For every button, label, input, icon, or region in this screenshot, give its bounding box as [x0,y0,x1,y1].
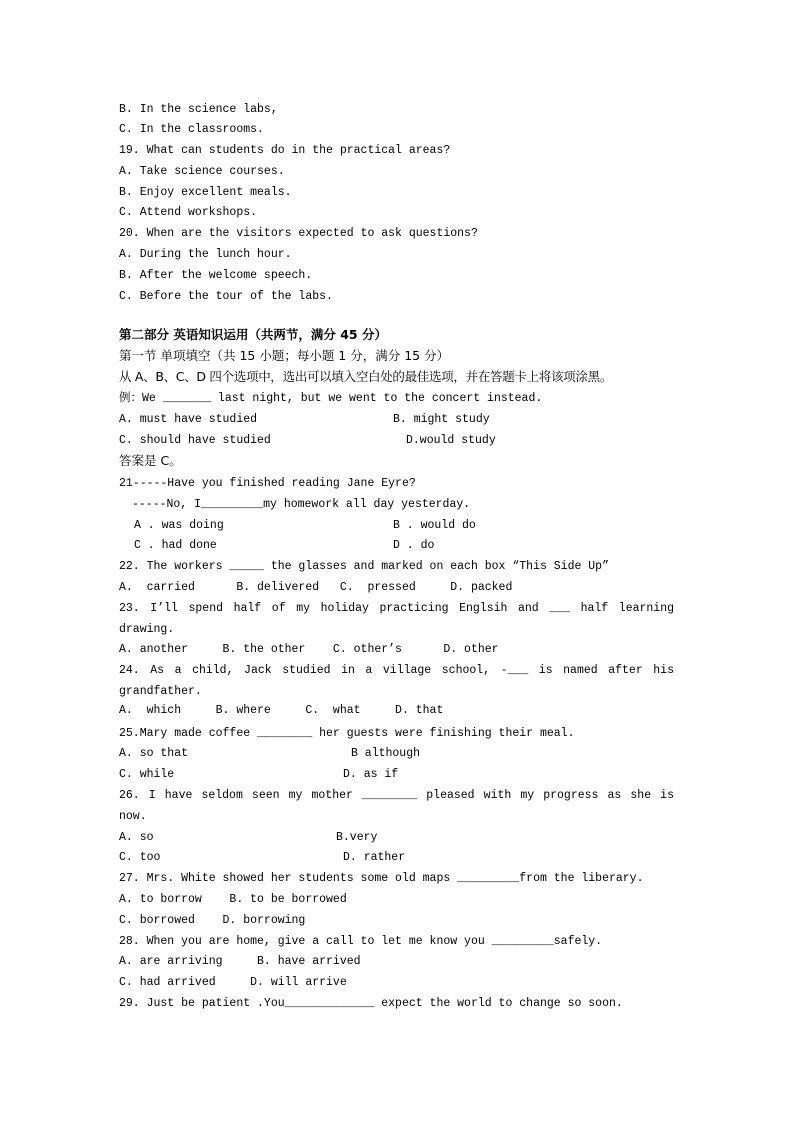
example-option-b: B. might study [393,413,490,426]
example-question: 例：We _______ last night, but we went to the concert instead. [119,392,543,405]
q27-options-cd: C. borrowed D. borrowing [119,914,306,927]
question-25: 25.Mary made coffee ________ her guests were finishing their meal. [119,727,575,740]
q26-option-c: C. too [119,851,161,864]
example-option-c: C. should have studied [119,434,271,447]
q27-options-ab: A. to borrow B. to be borrowed [119,893,347,906]
q25-option-c: C. while [119,768,175,781]
instructions: 从 A、B、C、D 四个选项中，选出可以填入空白处的最佳选项，并在答题卡上将该项涂黑。 [119,369,613,384]
part2-heading: 第二部分 英语知识运用（共两节，满分 45 分） [119,327,387,342]
question-23: 23. I’ll spend half of my holiday practicing Englsih and ___ half learning [119,602,674,615]
q18-option-c: C. In the classrooms. [119,123,264,136]
q20-option-a: A. During the lunch hour. [119,248,292,261]
question-29: 29. Just be patient .You_____________ expect the world to change so soon. [119,997,623,1010]
question-21-reply: -----No, I_________my homework all day yesterday. [132,498,471,511]
q18-option-b: B. In the science labs, [119,103,278,116]
question-19: 19. What can students do in the practical areas? [119,144,451,157]
example-answer: 答案是 C。 [119,453,182,468]
question-26: 26. I have seldom seen my mother ________ pleased with my progress as she is [119,789,674,802]
q19-option-c: C. Attend workshops. [119,206,258,219]
q23-options: A. another B. the other C. other’s D. other [119,643,499,656]
question-24: 24. As a child, Jack studied in a village school, -___ is named after his [119,664,674,677]
q21-option-a: A . was doing [134,519,224,532]
q25-option-b: B although [351,747,421,760]
example-option-a: A. must have studied [119,413,258,426]
q24-options: A. which B. where C. what D. that [119,704,444,717]
q21-option-c: C . had done [134,539,217,552]
question-26-cont: now. [119,810,147,823]
question-21: 21-----Have you finished reading Jane Eyre? [119,477,416,490]
q19-option-b: B. Enjoy excellent meals. [119,186,292,199]
section1-heading: 第一节 单项填空（共 15 小题；每小题 1 分，满分 15 分） [119,348,450,363]
q20-option-c: C. Before the tour of the labs. [119,290,333,303]
question-20: 20. When are the visitors expected to ask questions? [119,227,478,240]
q20-option-b: B. After the welcome speech. [119,269,313,282]
q28-options-ab: A. are arriving B. have arrived [119,955,361,968]
q21-option-b: B . would do [393,519,476,532]
question-23-cont: drawing. [119,623,175,636]
q26-option-a: A. so [119,831,154,844]
question-22: 22. The workers _____ the glasses and marked on each box “This Side Up” [119,560,609,573]
question-27: 27. Mrs. White showed her students some old maps _________from the liberary. [119,872,644,885]
q25-option-a: A. so that [119,747,189,760]
q28-options-cd: C. had arrived D. will arrive [119,976,347,989]
q21-option-d: D . do [393,539,435,552]
q26-option-b: B.very [336,831,378,844]
q26-option-d: D. rather [343,851,406,864]
question-24-cont: grandfather. [119,685,202,698]
q19-option-a: A. Take science courses. [119,165,285,178]
q22-options: A. carried B. delivered C. pressed D. packed [119,581,513,594]
question-28: 28. When you are home, give a call to let me know you _________safely. [119,935,603,948]
q25-option-d: D. as if [343,768,399,781]
example-option-d: D.would study [406,434,496,447]
